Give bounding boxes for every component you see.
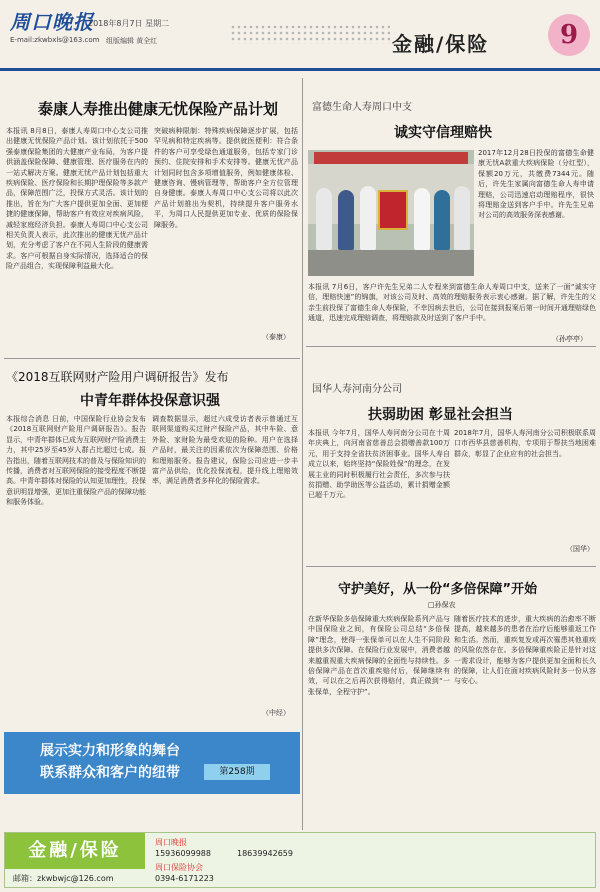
section-rule bbox=[306, 346, 596, 347]
footer-section-title: 金融/保险 bbox=[5, 833, 145, 869]
layout-editor: 组版编辑 黄全红 bbox=[106, 37, 158, 45]
masthead-rule bbox=[0, 68, 600, 71]
newspaper-logo: 周口晚报 bbox=[10, 10, 94, 34]
section-title: 金融/保险 bbox=[392, 32, 490, 56]
article-guohua-body-col2: 2018年7月，国华人寿河南分公司积极联系周口市西华县慈善机构，专项用于帮扶当地困难群众，彰显了企业应有的社会担当。 bbox=[454, 429, 596, 458]
article-multi-body: 在新华保险多倍保障重大疾病保险系列产品与中国保险业之间，有保险公司总结“多倍保障”理念，使得一张保单可以在人生不同阶段提供多次保障。在保险行业发展中，消费者越来越重视重大疾病保障的全面性与持续性。多倍保障产品在首次重疾赔付后，保障继续有效，可以在之后再次获得赔付，真正做到“一张保单，全程守护”。 bbox=[308, 615, 450, 696]
promo-banner bbox=[4, 732, 300, 794]
person-figure bbox=[338, 190, 354, 250]
section-rule bbox=[306, 566, 596, 567]
section-rule bbox=[4, 358, 300, 359]
footer-phone-2: 18639942659 bbox=[237, 849, 293, 858]
footer-phone-3: 0394-6171223 bbox=[155, 874, 214, 883]
pennant bbox=[378, 190, 408, 230]
editor-email: E-mail:zkwbxls@163.com bbox=[10, 36, 100, 44]
issue-date: 2018年8月7日 星期二 bbox=[88, 19, 170, 28]
footer-phone-1: 15936099988 bbox=[155, 849, 211, 858]
footer-bar bbox=[4, 832, 596, 888]
photo-banner bbox=[314, 152, 468, 164]
page-number-badge: 9 bbox=[548, 14, 590, 56]
article-guohua-headline: 扶弱助困 彰显社会担当 bbox=[368, 407, 513, 423]
article-report-subhead: 中青年群体投保意识强 bbox=[80, 393, 220, 409]
article-funde-body-col2: 2017年12月28日投保的富德生命健康无忧A款重大疾病保险（分红型），保额20万元，共缴费7344元。随后，许先生家属向富德生命人寿申请理赔，公司迅速启动理赔程序，很快将理赔金送到客户手中。许先生兄弟对公司的高效服务深表感谢。 bbox=[478, 149, 594, 220]
masthead bbox=[0, 0, 600, 74]
article-report-body: 本报综合消息 日前，中国保险行业协会发布《2018互联网财产险用户调研报告》。报告显示，中青年群体已成为互联网财产险消费主力，其中25岁至45岁人群占比超过七成。报告指出，随着互联网技术的普及与保险知识的传播，消费者对互联网保险的接受程度不断提高。中青年群体对保险的认知更加理性，投保意识明显增强，更加注重保险产品的保障功能和服务体验。 bbox=[6, 415, 146, 507]
footer-contact-label: 周口晚报 bbox=[155, 838, 187, 847]
article-taikang-body-col2: 突破病种限制：特殊疾病保障逐步扩展，包括罕见病和特定疾病等。提供就医便利：符合条件的客户可享受绿色通道服务，包括专家门诊预约、住院安排和手术安排等。健康无忧产品计划同时包含多项增值服务，例如健康体检、健康咨询、慢病管理等，帮助客户全方位管理自身健康。泰康人寿周口中心支公司将以此次产品计划推出为契机，持续提升客户服务水平，为周口人民提供更加专业、优质的保险保障服务。 bbox=[154, 127, 298, 229]
promo-line-2: 联系群众和客户的纽带 bbox=[40, 765, 180, 781]
column-divider bbox=[302, 78, 303, 830]
article-guohua-body: 本报讯 今年7月，国华人寿河南分公司在十周年庆典上，向河南省慈善总会捐赠善款100万元，用于支持全省扶贫济困事业。国华人寿自成立以来，始终坚持“保险姓保”的理念，在发展主业的同时积极履行社会责任，多次参与扶贫捐赠、助学助医等公益活动，累计捐赠金额已超千万元。 bbox=[308, 429, 450, 500]
promo-line-1: 展示实力和形象的舞台 bbox=[40, 743, 180, 759]
article-guohua-source: （国华） bbox=[566, 545, 594, 553]
person-figure bbox=[316, 188, 332, 250]
article-funde-source: （孙亭亭） bbox=[552, 335, 587, 343]
issue-badge: 第258期 bbox=[204, 764, 270, 780]
footer-email: 邮箱：zkwbwjc@126.com bbox=[13, 874, 114, 883]
article-funde-kicker: 富德生命人寿周口中支 bbox=[312, 102, 412, 113]
person-figure bbox=[414, 188, 430, 250]
article-taikang-body: 本报讯 8月8日，泰康人寿周口中心支公司推出健康无忧保险产品计划。该计划依托于500强泰康保险集团的大健康产业布局，为客户提供涵盖保险保障、健康管理、医疗服务在内的一站式解决方案。健康无忧产品计划包括重大疾病保险、医疗保险和长期护理保险等多款产品，保障范围广泛，投保方式灵活。该计划的推出，旨在为广大客户提供更加全面、更加便捷的健康保障，帮助客户有效应对疾病风险，减轻家庭经济负担。泰康人寿周口中心支公司相关负责人表示，此次推出的健康无忧产品计划，充分考虑了客户在不同人生阶段的健康需求。客户可根据自身实际情况，选择适合的保险产品组合，实现保障利益最大化。 bbox=[6, 127, 148, 271]
article-funde-body: 本报讯 7月6日，客户许先生兄弟二人专程来到富德生命人寿周口中支，送来了一面“诚实守信，理赔快速”的锦旗，对该公司及时、高效的理赔服务表示衷心感谢。据了解，许先生的父亲生前投保了富德生命人寿保险，不幸因病去世后，公司在接到报案后第一时间开通理赔绿色通道，迅速完成理赔调查，将理赔款及时送到了客户手中。 bbox=[308, 283, 596, 323]
article-report-headline: 《2018互联网财产险用户调研报告》发布 bbox=[6, 370, 229, 384]
footer-org: 周口保险协会 bbox=[155, 863, 203, 872]
person-figure bbox=[360, 186, 376, 250]
article-taikang-source: （泰康） bbox=[262, 333, 290, 341]
article-funde-headline: 诚实守信理赔快 bbox=[394, 125, 492, 141]
person-figure bbox=[454, 186, 470, 250]
article-report-body-col2: 调查数据显示，超过六成受访者表示曾通过互联网渠道购买过财产保险产品，其中车险、意外险、家财险为最受欢迎的险种。用户在选择产品时，最关注的因素依次为保障范围、价格和理赔服务。报告建议，保险公司应进一步丰富产品供给，优化投保流程，提升线上理赔效率，满足消费者多样化的保险需求。 bbox=[152, 415, 298, 486]
person-figure bbox=[434, 190, 450, 250]
decorative-dot-pattern bbox=[230, 24, 390, 44]
article-multi-author: □孙保农 bbox=[428, 601, 456, 609]
article-taikang-headline: 泰康人寿推出健康无忧保险产品计划 bbox=[38, 100, 279, 118]
article-multi-headline: 守护美好，从一份“多倍保障”开始 bbox=[338, 582, 538, 597]
article-multi-body-col2: 随着医疗技术的进步，重大疾病的治愈率不断提高，越来越多的患者在治疗后能够重返工作和生活。然而，重疾复发或再次罹患其他重疾的风险依然存在。多倍保障重疾险正是针对这一需求设计，能够为客户提供更加全面和长久的保障，让人们在面对疾病风险时多一份从容与安心。 bbox=[454, 615, 596, 686]
article-guohua-kicker: 国华人寿河南分公司 bbox=[312, 384, 402, 395]
pennant-presentation-photo bbox=[308, 150, 474, 276]
article-report-source: （中经） bbox=[262, 709, 290, 717]
